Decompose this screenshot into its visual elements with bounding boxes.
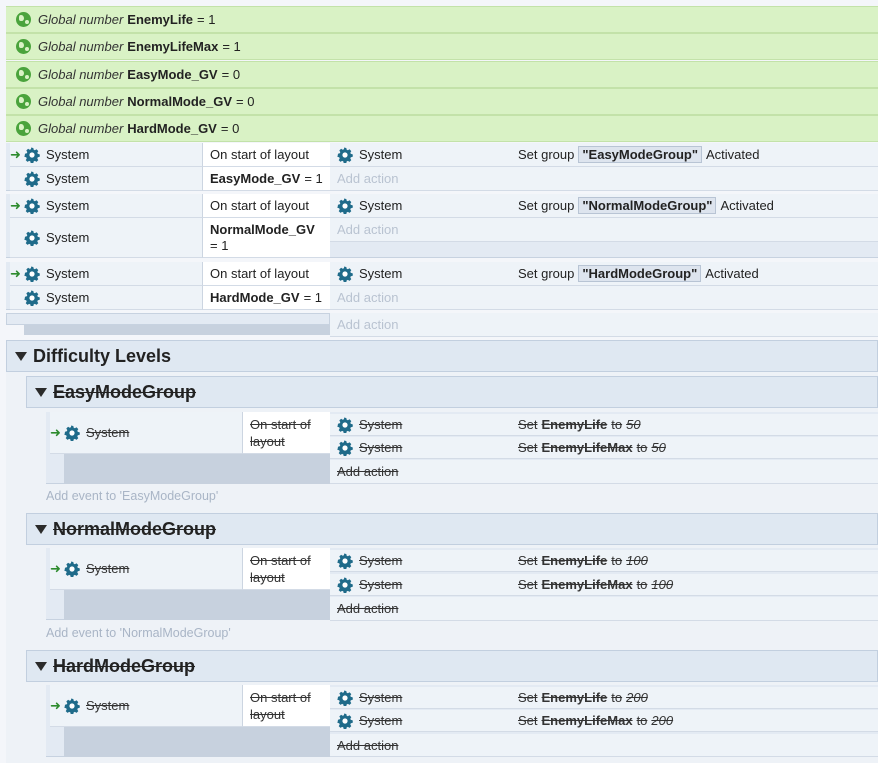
action-label: Activated [705,266,759,281]
condition-object[interactable] [10,286,202,310]
set-value: 100 [626,553,648,568]
action-text[interactable] [510,414,878,436]
condition-text[interactable] [242,548,330,590]
variable-name: EnemyLifeMax [541,440,633,455]
variable-name: EnemyLifeMax [541,713,633,728]
gear-icon [24,290,40,306]
action-label: Set group [518,266,575,281]
globe-icon [16,121,31,136]
action-label: to [636,577,648,592]
set-value: 50 [626,417,641,432]
group-header-difficulty-levels[interactable] [6,340,878,372]
trigger-arrow-icon: ➜ [10,146,21,162]
variable-kind: Global number [38,39,124,54]
trigger-arrow-icon: ➜ [50,424,61,440]
global-variable-row[interactable] [6,115,878,142]
add-event-link[interactable] [46,489,218,503]
object-name: System [46,171,90,186]
object-name: System [359,266,403,281]
condition-label: On start of layout [250,553,311,585]
action-label: Set [518,577,538,592]
variable-name: EnemyLife [541,417,608,432]
add-event-link[interactable] [46,626,231,640]
add-action-label: Add action [337,737,399,753]
action-text[interactable] [510,262,878,286]
variable-value: = 0 [220,121,240,136]
condition-object[interactable] [10,167,202,191]
add-action-link[interactable] [330,286,878,310]
condition-text[interactable] [202,143,330,167]
variable-value: = 0 [221,67,241,82]
group-title: EasyModeGroup [53,381,197,402]
compare-value: = 1 [303,290,323,305]
add-action-label: Add action [337,601,399,616]
object-name: System [359,440,403,455]
action-object[interactable] [330,687,510,709]
variable-kind: Global number [38,12,124,27]
action-object[interactable] [330,574,510,596]
gear-icon [24,171,40,187]
add-action-link[interactable] [330,597,878,621]
object-name: System [359,577,403,592]
action-label: to [611,690,623,705]
object-name: System [46,230,90,245]
event-spacer [64,590,330,620]
condition-object[interactable] [10,262,202,286]
set-value: 200 [651,713,674,728]
gear-icon [64,425,80,441]
variable-name: NormalMode_GV [127,94,233,109]
action-label: Set [518,417,538,432]
variable-name: NormalMode_GV [210,222,315,237]
add-event-label: Add event to 'EasyModeGroup' [46,489,219,503]
gear-icon [337,553,353,569]
gear-icon [337,690,353,706]
compare-value: = 1 [210,238,229,253]
action-label: to [636,713,648,728]
add-action-label: Add action [337,290,399,305]
action-text[interactable] [510,194,878,218]
condition-label: On start of layout [210,266,309,281]
action-text[interactable] [510,574,878,596]
gear-icon [24,230,40,246]
variable-name: EnemyLife [541,690,608,705]
gear-icon [337,713,353,729]
condition-object[interactable] [50,548,242,590]
set-value: 50 [651,440,666,455]
variable-name: EnemyLifeMax [127,39,219,54]
global-variable-row[interactable] [6,33,878,60]
action-object[interactable] [330,710,510,732]
group-title: HardModeGroup [53,655,195,676]
variable-kind: Global number [38,121,124,136]
action-object[interactable] [330,550,510,572]
object-name: System [86,561,130,576]
variable-name: EnemyLife [541,553,608,568]
action-object[interactable] [330,414,510,436]
action-label: Activated [720,198,774,213]
action-text[interactable] [510,710,878,732]
condition-object[interactable] [50,412,242,454]
action-text[interactable] [510,550,878,572]
variable-name: EasyMode_GV [210,171,301,186]
group-title: NormalModeGroup [53,518,217,539]
gear-icon [337,198,353,214]
variable-name: EasyMode_GV [127,67,218,82]
condition-label: On start of layout [250,417,311,449]
condition-label: On start of layout [250,690,311,722]
action-text[interactable] [510,437,878,459]
action-text[interactable] [510,687,878,709]
condition-text[interactable] [202,218,330,258]
gear-icon [24,198,40,214]
action-label: Set [518,690,538,705]
condition-object[interactable] [10,218,202,258]
collapse-triangle-icon[interactable] [35,662,47,671]
trigger-arrow-icon: ➜ [10,197,21,213]
add-action-label: Add action [337,464,399,479]
add-action-link[interactable] [330,313,878,337]
object-name: System [86,425,130,440]
global-variable-row[interactable] [6,88,878,115]
event-spacer [64,454,330,484]
gear-icon [24,266,40,282]
gear-icon [337,147,353,163]
action-object[interactable] [330,437,510,459]
object-name: System [359,417,403,432]
variable-kind: Global number [38,67,124,82]
action-object[interactable] [330,262,510,286]
add-action-link[interactable] [330,218,878,242]
global-variable-row[interactable] [6,61,878,88]
action-label: to [636,440,648,455]
condition-text[interactable] [242,412,330,454]
object-name: System [86,698,130,713]
trigger-arrow-icon: ➜ [50,560,61,576]
condition-text[interactable] [242,685,330,727]
group-name-param: "NormalModeGroup" [578,197,716,214]
condition-label: On start of layout [210,198,309,213]
variable-kind: Global number [38,94,124,109]
condition-object[interactable] [10,143,202,167]
variable-value: = 0 [236,94,255,109]
add-action-label: Add action [337,317,399,332]
object-name: System [46,266,90,281]
object-name: System [359,147,403,162]
add-action-label: Add action [337,222,399,237]
group-header-easy[interactable] [26,376,878,408]
gear-icon [64,561,80,577]
add-action-label: Add action [337,171,399,186]
group-header-normal[interactable] [26,513,878,545]
condition-text[interactable] [202,167,330,191]
collapse-triangle-icon[interactable] [35,388,47,397]
variable-name: EnemyLife [127,12,194,27]
group-name-param: "HardModeGroup" [578,265,701,282]
condition-text[interactable] [202,262,330,286]
event-spacer [64,727,330,757]
gear-icon [337,577,353,593]
action-label: to [611,417,623,432]
globe-icon [16,67,31,82]
condition-label: On start of layout [210,147,309,162]
add-action-link[interactable] [330,167,878,191]
add-action-link[interactable] [330,734,878,757]
group-title: Difficulty Levels [33,345,172,366]
compare-value: = 1 [304,171,323,186]
gear-icon [337,266,353,282]
action-object[interactable] [330,143,510,167]
object-name: System [359,690,403,705]
variable-value: = 1 [222,39,241,54]
trigger-arrow-icon: ➜ [10,265,21,281]
variable-name: EnemyLifeMax [541,577,633,592]
action-label: Set [518,553,538,568]
condition-object[interactable] [10,194,202,218]
gear-icon [64,698,80,714]
event-spacer [24,325,330,335]
action-text[interactable] [510,143,878,167]
globe-icon [16,12,31,27]
object-name: System [46,198,90,213]
variable-name: HardMode_GV [127,121,217,136]
object-name: System [359,198,403,213]
action-label: Set [518,440,538,455]
object-name: System [46,290,90,305]
gear-icon [337,440,353,456]
gear-icon [24,147,40,163]
condition-text[interactable] [202,194,330,218]
empty-event[interactable] [6,313,330,325]
variable-name: HardMode_GV [210,290,300,305]
globe-icon [16,94,31,109]
condition-object[interactable] [50,685,242,727]
action-label: Activated [706,147,760,162]
gear-icon [337,417,353,433]
group-name-param: "EasyModeGroup" [578,146,702,163]
group-header-hard[interactable] [26,650,878,682]
set-value: 200 [626,690,648,705]
globe-icon [16,39,31,54]
global-variable-row[interactable] [6,6,878,33]
action-label: to [611,553,623,568]
object-name: System [46,147,90,162]
object-name: System [359,553,403,568]
object-name: System [359,713,403,728]
variable-value: = 1 [197,12,216,27]
action-label: Set [518,713,538,728]
collapse-triangle-icon[interactable] [15,352,27,361]
action-label: Set group [518,198,575,213]
action-label: Set group [518,147,575,162]
set-value: 100 [651,577,674,592]
action-object[interactable] [330,194,510,218]
add-action-link[interactable] [330,460,878,484]
trigger-arrow-icon: ➜ [50,697,61,713]
condition-text[interactable] [202,286,330,310]
collapse-triangle-icon[interactable] [35,525,47,534]
add-event-label: Add event to 'NormalModeGroup' [46,626,231,640]
